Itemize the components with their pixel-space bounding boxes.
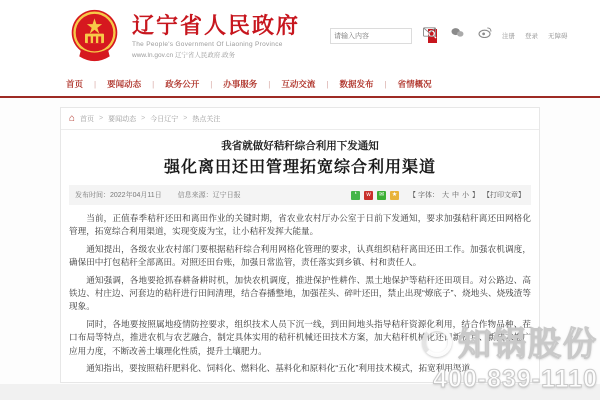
main-nav [0,70,600,98]
paragraph: 通知指出，要按照秸秆肥料化、饲料化、燃料化、基料化和原料化“五化”利用技术模式，拓宽利用渠道。 [86,363,479,374]
home-icon[interactable]: ⌂ [69,112,76,124]
header-icons [422,27,492,41]
site-brand [132,14,300,59]
header-quick-links [502,31,568,40]
search-bar [330,28,412,44]
breadcrumb-news[interactable]: 要闻动态 [108,115,137,123]
article-subtitle: 我省就做好秸秆综合利用下发通知 [221,140,379,152]
article-body [69,212,531,379]
paragraph: 当前，正值春季秸秆还田和离田作业的关键时期，省农业农村厅办公室于日前下发通知，要求加强秸秆离还田网格化管理，拓宽综合利用渠道，实现变废为宝，让小秸秆发挥大能量。 [69,213,531,237]
font-size-medium-button[interactable]: 中 [452,192,459,199]
breadcrumb-today-liaoning[interactable]: 今日辽宁 [150,115,179,123]
nav-separator: | [268,79,271,89]
nav-item-services[interactable]: 办事服务 [223,79,258,89]
weibo-icon[interactable] [478,27,492,41]
page-bottom-strip [0,384,600,400]
breadcrumb-hot-focus[interactable]: 热点关注 [192,115,221,123]
watermark-company: 知锅股份 [458,325,598,362]
share-wechat-icon[interactable]: ❛ [351,191,360,200]
share-qq-icon[interactable]: ✉ [379,191,385,198]
site-url: www.ln.gov.cn 辽宁省人民政府.政务 [132,52,236,59]
article-container [60,107,540,383]
paragraph: 同时，各地要按照属地疫情防控要求，组织技术人员下沉一线，到田间地头指导秸秆资源化利用，结合作物品种、茬口布局等特点，推进农机与农艺融合，制定具体实用的秸秆机械还田技术方案，加大秸秆机械化还田新机具、新技术推广应用力度，不断改善土壤理化性质，提升土壤肥力。 [69,318,531,356]
font-size-tools [409,190,479,200]
article-meta-bar [69,185,531,205]
search-input[interactable] [331,29,428,43]
nav-separator: | [326,79,329,89]
breadcrumb-home[interactable]: 首页 [80,115,95,123]
watermark-phone: 400-839-1110 [433,365,598,393]
meta-left [75,190,255,200]
nav-separator: | [210,79,213,89]
nav-item-province-overview[interactable]: 省情概况 [397,79,432,89]
breadcrumb [61,108,539,130]
breadcrumb-separator: > [99,115,104,122]
font-size-large-button[interactable]: 大 [442,192,449,199]
login-link[interactable]: 登录 [525,33,538,40]
register-link[interactable]: 注册 [502,33,515,40]
site-title: 辽宁省人民政府 [132,13,301,38]
font-size-label-close: 】 [472,192,479,199]
nav-item-gov-affairs[interactable]: 政务公开 [165,79,200,89]
meta-right [351,190,525,200]
nav-item-data[interactable]: 数据发布 [339,79,374,89]
info-source: 信息来源：辽宁日报 [177,192,241,199]
print-article-button[interactable]: 【打印文章】 [483,192,525,199]
accessibility-link[interactable]: 无障碍 [548,33,568,40]
mail-icon[interactable] [422,27,436,41]
article-title: 强化离田还田管理拓宽综合利用渠道 [163,159,436,176]
breadcrumb-separator: > [183,115,188,122]
site-header [0,0,600,70]
nav-item-news[interactable]: 要闻动态 [107,79,142,89]
national-emblem-logo [66,7,123,64]
share-weibo-icon[interactable]: w [364,191,373,200]
breadcrumb-separator: > [141,115,146,122]
wechat-icon[interactable] [450,27,464,41]
nav-separator: | [94,79,97,89]
font-size-small-button[interactable]: 小 [462,192,469,199]
nav-separator: | [384,79,387,89]
publish-time: 发布时间：2022年04月11日 [75,192,162,199]
nav-separator: | [152,79,155,89]
share-qzone-icon[interactable]: ★ [391,191,398,198]
nav-item-home[interactable]: 首页 [66,79,84,89]
font-size-label: 【 字体： [409,192,439,199]
paragraph: 通知提出，各级农业农村部门要根据秸秆综合利用网格化管理的要求，认真组织秸秆离田还田工作。加强农机调度，确保田中打包秸秆全部离田。对照还田台账，加强日常监管，责任落实到乡镇、村和责任人。 [69,243,531,268]
nav-item-interaction[interactable]: 互动交流 [281,79,316,89]
paragraph: 通知强调，各地要抢抓春耕备耕时机，加快农机调度，推进保护性耕作、黑土地保护等秸秆还田项目。对公路边、高铁边、村庄边、河套边的秸秆进行田间清理，结合春播整地，加强茬头、碎叶还田，禁止出现“燎底子”、烧地头、烧残渣等现象。 [69,274,531,312]
site-subtitle-en: The People's Government Of Liaoning Province [132,41,283,48]
